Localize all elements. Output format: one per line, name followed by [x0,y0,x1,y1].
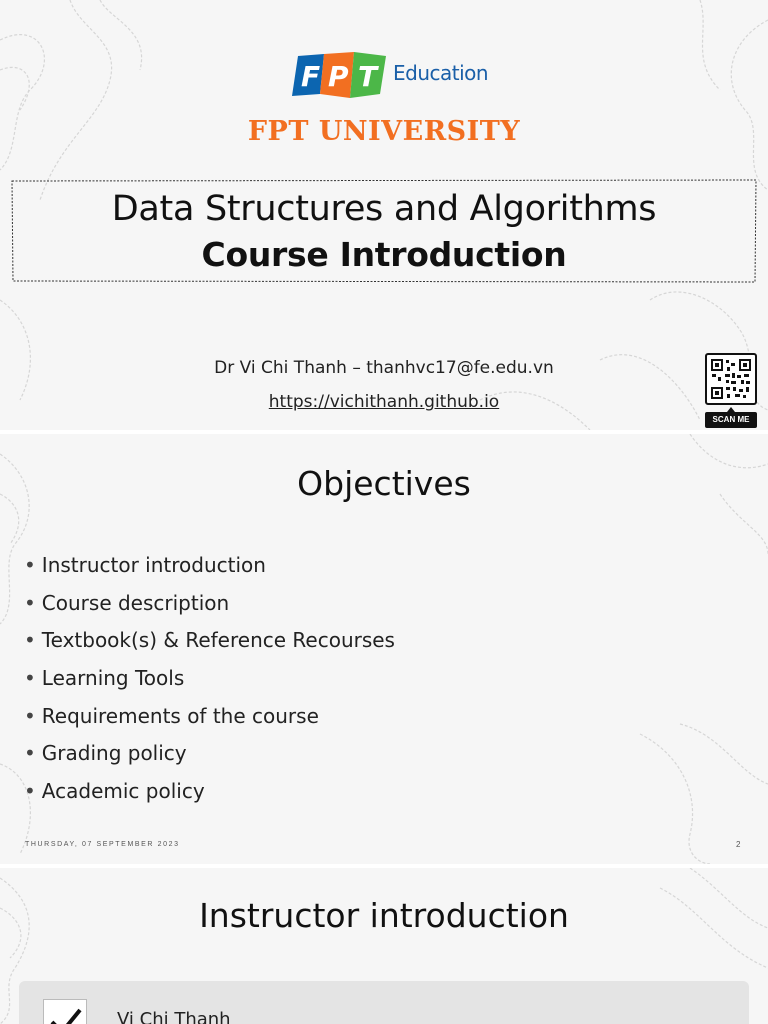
slide-objectives [0,434,768,864]
title-box [11,179,757,283]
list-item: • Textbook(s) & Reference Recourses [24,627,395,665]
checkbox[interactable] [43,999,87,1024]
instructor-name: Vi Chi Thanh [117,1009,231,1024]
footer-date: THURSDAY, 07 SEPTEMBER 2023 [25,841,180,848]
page-number: 2 [736,840,741,849]
objectives-list [24,552,395,816]
slide-instructor [0,868,768,1024]
list-item: • Course description [24,590,395,628]
university-name: FPT UNIVERSITY [247,116,521,147]
checkmark-icon [48,1004,84,1024]
slide-title [0,0,768,430]
website-link[interactable]: https://vichithanh.github.io [268,392,500,412]
fpt-education-logo [288,50,488,102]
course-subtitle: Course Introduction [201,235,567,274]
list-item: • Requirements of the course [24,703,395,741]
svg-text:T: T [358,60,378,93]
qr-code-icon [711,359,751,399]
instructor-title: Instructor introduction [199,896,569,935]
list-item: • Instructor introduction [24,552,395,590]
course-title: Data Structures and Algorithms [111,189,657,229]
qr-code[interactable] [705,353,757,405]
svg-text:P: P [328,60,349,93]
objectives-title: Objectives [297,464,471,503]
fpt-logo-mark-icon [288,50,388,102]
instructor-card [19,981,749,1024]
list-item: • Academic policy [24,778,395,816]
svg-text:F: F [301,60,321,93]
list-item: • Grading policy [24,740,395,778]
author-line: Dr Vi Chi Thanh – thanhvc17@fe.edu.vn [214,358,554,378]
list-item: • Learning Tools [24,665,395,703]
logo-education-text: Education [393,61,489,85]
scan-me-label: SCAN ME [705,412,757,428]
